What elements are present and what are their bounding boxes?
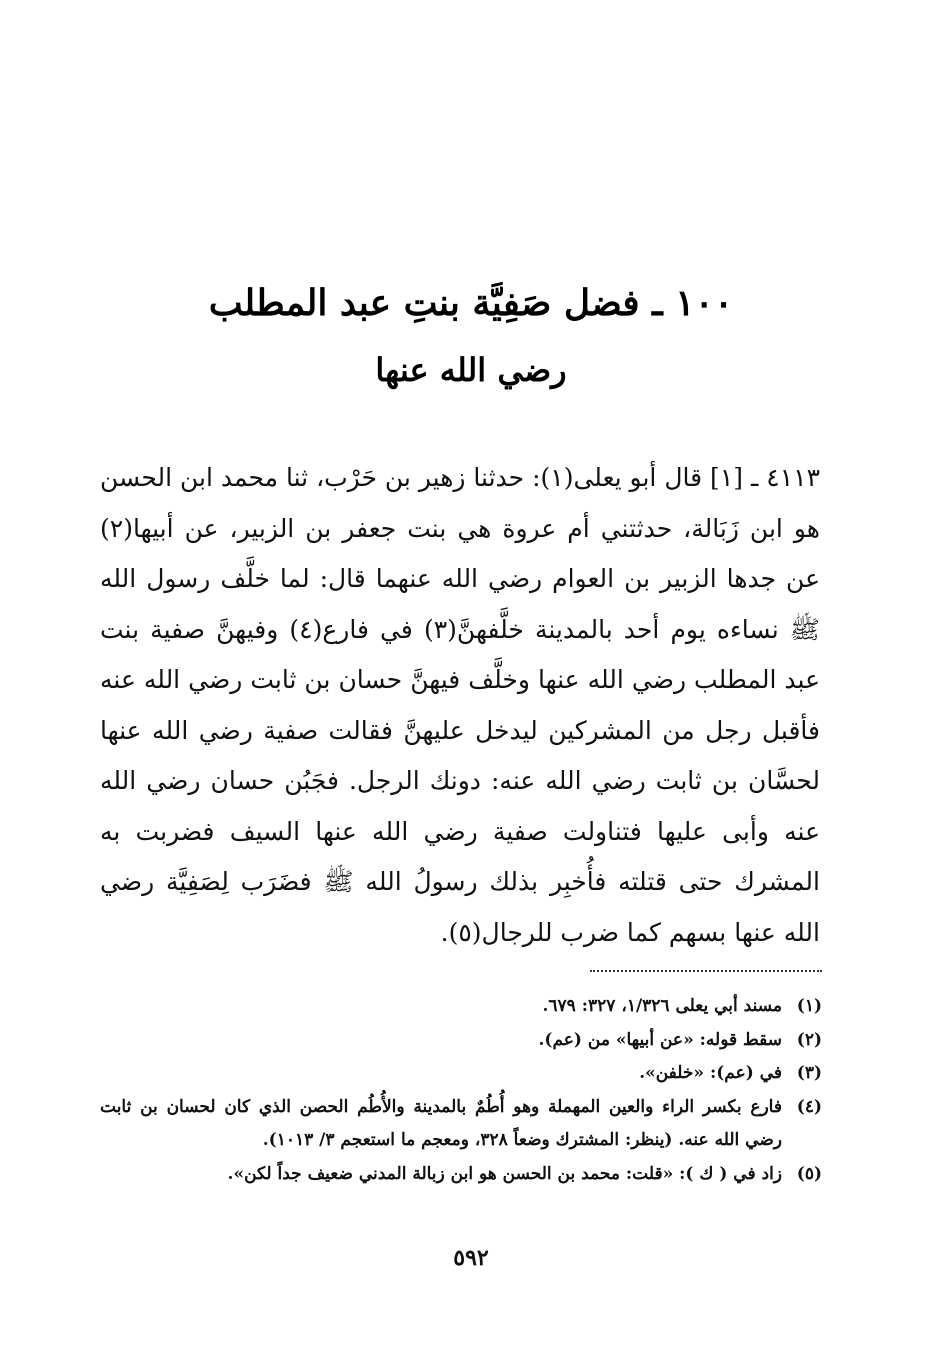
body-text — [100, 453, 820, 958]
footnote-number: (٤) — [796, 1096, 822, 1117]
footnote-separator — [590, 970, 822, 972]
footnote-item — [100, 1057, 822, 1091]
footnote-text: في (عم): «خلفن». — [639, 1063, 782, 1083]
footnote-item — [100, 990, 822, 1024]
chapter-subtitle: رضي الله عنها — [375, 351, 567, 389]
chapter-title: ١٠٠ ـ فضل صَفِيَّة بنتِ عبد المطلب — [208, 282, 734, 324]
footnotes — [100, 990, 822, 1191]
footnote-item — [100, 1158, 822, 1192]
footnote-text: فارع بكسر الراء والعين المهملة وهو أُطُمٌ بالمدينة والأُطُم الحصن الذي كان لحسان بن ثابت رضي الله عنه. (ينظر: المشترك وضعاً ٣٢٨، ومعجم ما استعجم ٣/ ١٠١٣). — [100, 1096, 782, 1150]
footnote-item — [100, 1024, 822, 1058]
footnote-number: (٢) — [796, 1029, 822, 1050]
footnote-text: مسند أبي يعلى ١/٣٢٦، ٣٢٧: ٦٧٩. — [542, 996, 782, 1016]
footnote-number: (٣) — [796, 1063, 822, 1083]
footnote-number: (٥) — [796, 1163, 822, 1184]
footnote-item — [100, 1091, 822, 1158]
hadith-paragraph: ٤١١٣ ـ [١] قال أبو يعلى(١): حدثنا زهير بن حَرْب، ثنا محمد ابن الحسن هو ابن زَبَالة، حدثتني أم عروة هي بنت جعفر بن الزبير، عن أبيها(٢) عن جدها الزبير بن العوام رضي الله عنهما قال: لما خلَّف رسول الله ﷺ نساءه يوم أحد بالمدينة خلَّفهنَّ(٣) في فارع(٤) وفيهنَّ صفية بنت عبد المطلب رضي الله عنها وخلَّف فيهنَّ حسان بن ثابت رضي الله عنه فأقبل رجل من المشركين ليدخل عليهنَّ فقالت صفية رضي الله عنها لحسَّان بن ثابت رضي الله عنه: دونك الرجل. فجَبُن حسان رضي الله عنه وأبى عليها فتناولت صفية رضي الله عنها السيف فضربت به المشرك حتى قتلته فأُخبِر بذلك رسولُ الله ﷺ فضَرَب لِصَفِيَّة رضي الله عنها بسهم كما ضرب للرجال(٥). — [100, 463, 820, 947]
footnote-text: زاد في ( ك ): «قلت: محمد بن الحسن هو ابن زبالة المدني ضعيف جداً لكن». — [227, 1163, 782, 1184]
footnote-text: سقط قوله: «عن أبيها» من (عم). — [538, 1029, 782, 1050]
page-number: ٥٩٢ — [453, 1245, 489, 1271]
footnote-number: (١) — [796, 996, 822, 1016]
